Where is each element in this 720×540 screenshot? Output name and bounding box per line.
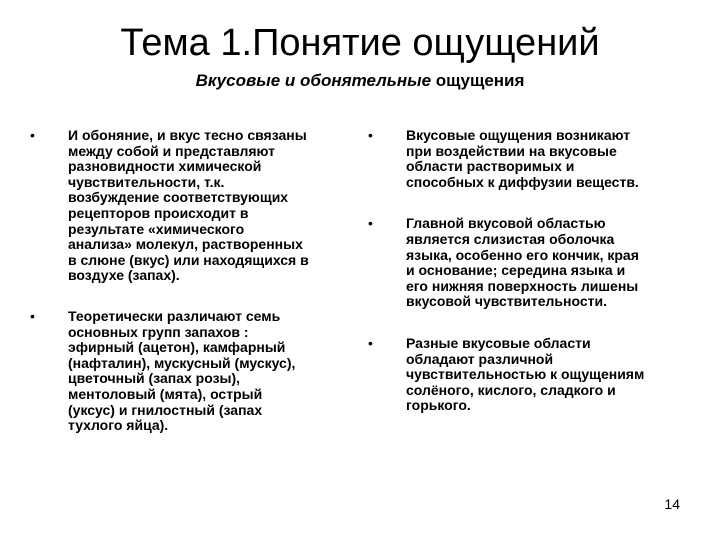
bullet-item <box>368 128 698 190</box>
slide-subtitle <box>0 70 720 92</box>
page-number: 14 <box>664 496 680 512</box>
bullet-icon: • <box>30 127 35 143</box>
bullet-text: И обоняние, и вкус тесно связаны между собой и представляют разновидности химической чувствительности, т.к. возбуждение соответствующих рецепторов происходит в результате «химического анализа» молекул, растворенных в слюне (вкус) или находящихся в воздухе (запах). <box>68 127 309 284</box>
bullet-text: Главной вкусовой областью является слизистая оболочка языка, особенно его кончик, края и основание; середина языка и его нижняя поверхность лишены вкусовой чувствительности. <box>406 215 639 310</box>
bullet-text: Вкусовые ощущения возникают при воздействии на вкусовые области растворимых и способных к диффузии веществ. <box>406 127 639 190</box>
subtitle-rest-part: ощущения <box>431 71 525 90</box>
left-column <box>30 128 360 434</box>
slide-title: Тема 1.Понятие ощущений <box>120 22 600 64</box>
bullet-text: Теоретически различают семь основных групп запахов : эфирный (ацетон), камфарный (нафталин), мускусный (мускус), цветочный (запах розы), ментоловый (мята), острый (уксус) и гнилостный (запах тухлого яйца). <box>68 307 296 434</box>
bullet-icon: • <box>368 334 373 351</box>
subtitle-italic-part: Вкусовые и обонятельные <box>195 71 432 90</box>
bullet-item <box>368 336 698 414</box>
bullet-icon: • <box>30 307 35 324</box>
bullet-icon: • <box>368 215 373 232</box>
bullet-icon: • <box>368 127 373 143</box>
bullet-item <box>368 216 698 310</box>
bullet-item <box>30 128 360 284</box>
bullet-text: Разные вкусовые области обладают различной чувствительностью к ощущениям солёного, кислого, сладкого и горького. <box>406 334 645 414</box>
bullet-item <box>30 309 360 434</box>
right-column <box>368 128 698 414</box>
